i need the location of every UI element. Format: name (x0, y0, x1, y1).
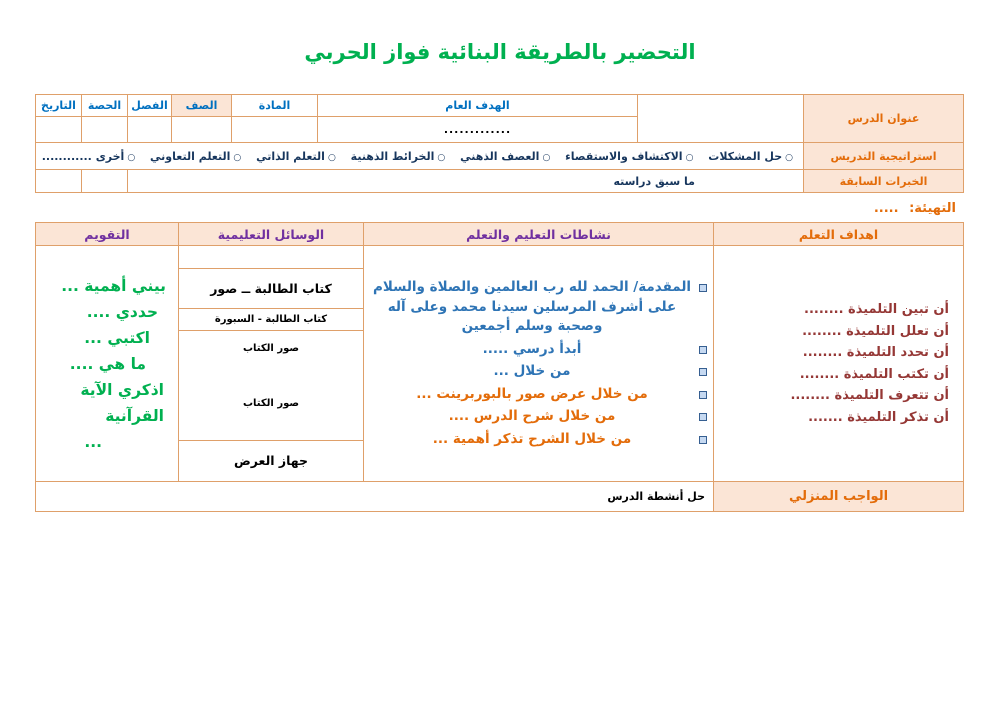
radio-circle-icon: ○ (685, 152, 694, 163)
prior-experience-label: الخبرات السابقة (804, 170, 964, 193)
radio-circle-icon: ○ (785, 152, 793, 163)
empty-cell (82, 170, 128, 193)
date-value-cell (36, 117, 82, 143)
tahyia-line (44, 201, 956, 216)
activity-text: المقدمة/ الحمد لله رب العالمين والصلاة والسلام على أشرف المرسلين سيدنا محمد وعلى آله وصحبة وسلم أجمعين (372, 279, 692, 334)
evaluation-item: ... (84, 432, 102, 451)
homework-value: حل أنشطة الدرس (36, 482, 714, 512)
activity-text: من خلال عرض صور بالبوربرينت ... (416, 385, 648, 402)
radio-circle-icon: ○ (542, 152, 551, 163)
aid-item: جهاز العرض (233, 453, 309, 468)
bullet-square-icon (699, 284, 707, 292)
grade-value-cell (172, 117, 232, 143)
radio-circle-icon: ○ (327, 152, 336, 163)
objective-item: أن تحدد التلميذة ........ (802, 345, 949, 360)
strategy-option (460, 150, 550, 163)
semester-label: الفصل (128, 95, 172, 117)
lesson-body-table (35, 222, 964, 512)
homework-label: الواجب المنزلي (714, 482, 964, 512)
radio-circle-icon: ○ (437, 152, 446, 163)
tahyia-label: التهيئة: (909, 201, 956, 216)
evaluation-item: اكتبي ... (84, 328, 150, 347)
evaluation-item: اذكري الآية القرآنية (80, 380, 164, 425)
radio-circle-icon: ○ (233, 152, 242, 163)
strategy-option-label: التعلم التعاوني (150, 149, 231, 163)
activity-item (370, 385, 707, 405)
evaluation-item: حددي .... (86, 302, 158, 321)
activity-item (370, 430, 707, 450)
aid-item: كتاب الطالبة ــ صور (179, 269, 363, 309)
strategy-label: استراتيجية التدريس (804, 143, 964, 170)
strategy-option-label: التعلم الذاتي (256, 149, 325, 163)
aids-header: الوسائل التعليمية (179, 223, 364, 246)
objective-item: أن تذكر التلميذة ....... (808, 409, 949, 425)
period-value-cell (82, 117, 128, 143)
objective-item: أن تتعرف التلميذة ........ (790, 388, 949, 403)
strategy-option (565, 150, 693, 163)
bullet-square-icon (699, 413, 707, 421)
bullet-square-icon (699, 436, 707, 444)
activity-text: من خلال شرح الدرس .... (448, 408, 616, 424)
bullet-square-icon (699, 368, 707, 376)
empty-cell (36, 170, 82, 193)
prior-experience-value: ما سبق دراسته (128, 170, 804, 193)
bullet-square-icon (699, 391, 707, 399)
activities-header: نشاطات التعليم والتعلم (364, 223, 714, 246)
aid-item: صور الكتاب (179, 367, 363, 441)
activity-item (370, 340, 707, 360)
evaluation-item: ما هي .... (69, 354, 146, 373)
strategy-option (351, 150, 446, 163)
evaluation-item: بيني أهمية ... (61, 276, 166, 295)
evaluation-header: التقويم (36, 223, 179, 246)
aid-item: صور الكتاب (242, 343, 300, 354)
strategy-option (256, 150, 336, 163)
strategy-option-label: الاكتشاف والاستقصاء (565, 149, 683, 163)
aid-item: كتاب الطالبة - السبورة (179, 309, 363, 331)
activity-item (370, 278, 707, 337)
subject-label: المادة (232, 95, 318, 117)
tahyia-value: ..... (873, 201, 899, 216)
strategy-option-label: الخرائط الذهنية (350, 149, 435, 163)
activities-cell (364, 246, 714, 482)
evaluation-cell (36, 246, 179, 482)
page-title: التحضير بالطريقة البنائية فواز الحربي (304, 40, 696, 64)
activity-item (370, 407, 707, 427)
lesson-title-label: عنوان الدرس (804, 95, 964, 143)
lesson-title-value-cell (638, 95, 804, 143)
radio-circle-icon: ○ (127, 152, 136, 163)
aids-sections (179, 247, 363, 481)
subject-value-cell (232, 117, 318, 143)
period-label: الحصة (82, 95, 128, 117)
strategy-option (708, 150, 793, 163)
objective-item: أن تعلل التلميذة ........ (802, 323, 949, 339)
grade-label: الصف (172, 95, 232, 117)
strategy-option-label: العصف الذهني (460, 149, 540, 163)
strategy-option-label: أخرى ............ (41, 149, 125, 163)
strategy-option (150, 150, 241, 163)
strategy-option (42, 150, 135, 163)
aids-empty-section (179, 247, 363, 269)
activity-text: من خلال ... (493, 363, 571, 379)
semester-value-cell (128, 117, 172, 143)
lesson-info-table (35, 94, 964, 193)
date-label: التاريخ (36, 95, 82, 117)
bullet-square-icon (699, 346, 707, 354)
objective-item: أن تكتب التلميذة ........ (799, 366, 949, 382)
strategy-options-row (36, 143, 804, 170)
general-goal-label: الهدف العام (318, 95, 638, 117)
objectives-header: اهداف التعلم (714, 223, 964, 246)
objectives-cell (714, 246, 964, 482)
activity-text: من خلال الشرح تذكر أهمية ... (432, 430, 632, 447)
activity-text: أبدأ درسي ..... (482, 340, 582, 357)
objective-item: أن تبين التلميذة ........ (804, 302, 949, 317)
aids-cell (179, 246, 364, 482)
activity-item (370, 362, 707, 382)
strategy-option-label: حل المشكلات (708, 149, 783, 163)
general-goal-value: ............. (318, 117, 638, 143)
